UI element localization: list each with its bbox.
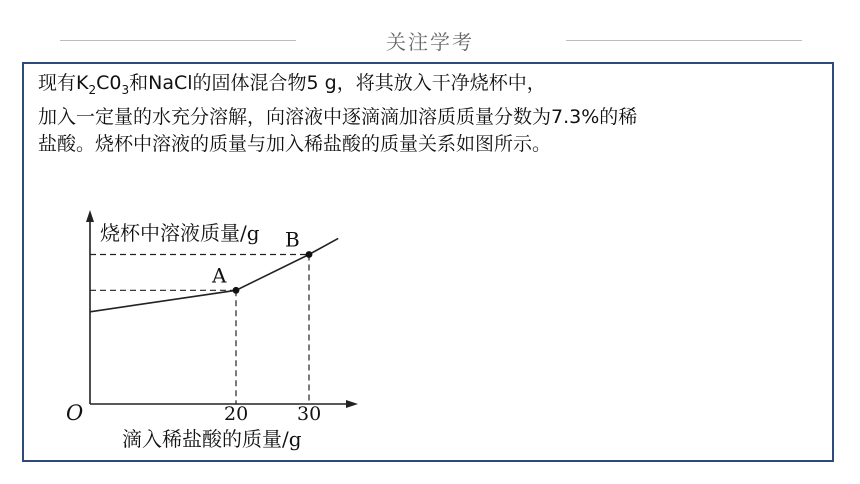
y-axis-label: 烧杯中溶液质量/g [100,221,260,245]
problem-line-1-prefix: 现有K [38,72,89,94]
problem-line-3: 盐酸。烧杯中溶液的质量与加入稀盐酸的质量关系如图所示。 [38,132,552,155]
point-a [233,287,240,294]
point-b-label: B [285,227,300,252]
problem-line-1-suffix: 和NaCl的固体混合物5 g，将其放入干净烧杯中， [129,72,546,94]
formula-subscript-3: 3 [121,82,130,97]
mass-chart [24,64,832,460]
y-axis-arrow [86,210,94,222]
x-axis-label: 滴入稀盐酸的质量/g [122,427,302,451]
question-card [22,62,834,462]
point-b [306,251,313,258]
formula-co: C0 [96,72,122,94]
problem-line-2: 加入一定量的水充分溶解，向溶液中逐滴滴加溶质质量分数为7.3%的稀 [38,105,638,128]
page-title: 关注学考 [386,30,474,54]
x-axis-arrow [346,400,358,408]
x-tick-label-30: 30 [297,403,322,425]
x-tick-label-20: 20 [224,403,249,425]
origin-label: O [66,401,84,425]
header-divider-right [566,40,802,41]
point-a-label: A [212,263,227,288]
formula-subscript-2: 2 [88,82,97,97]
